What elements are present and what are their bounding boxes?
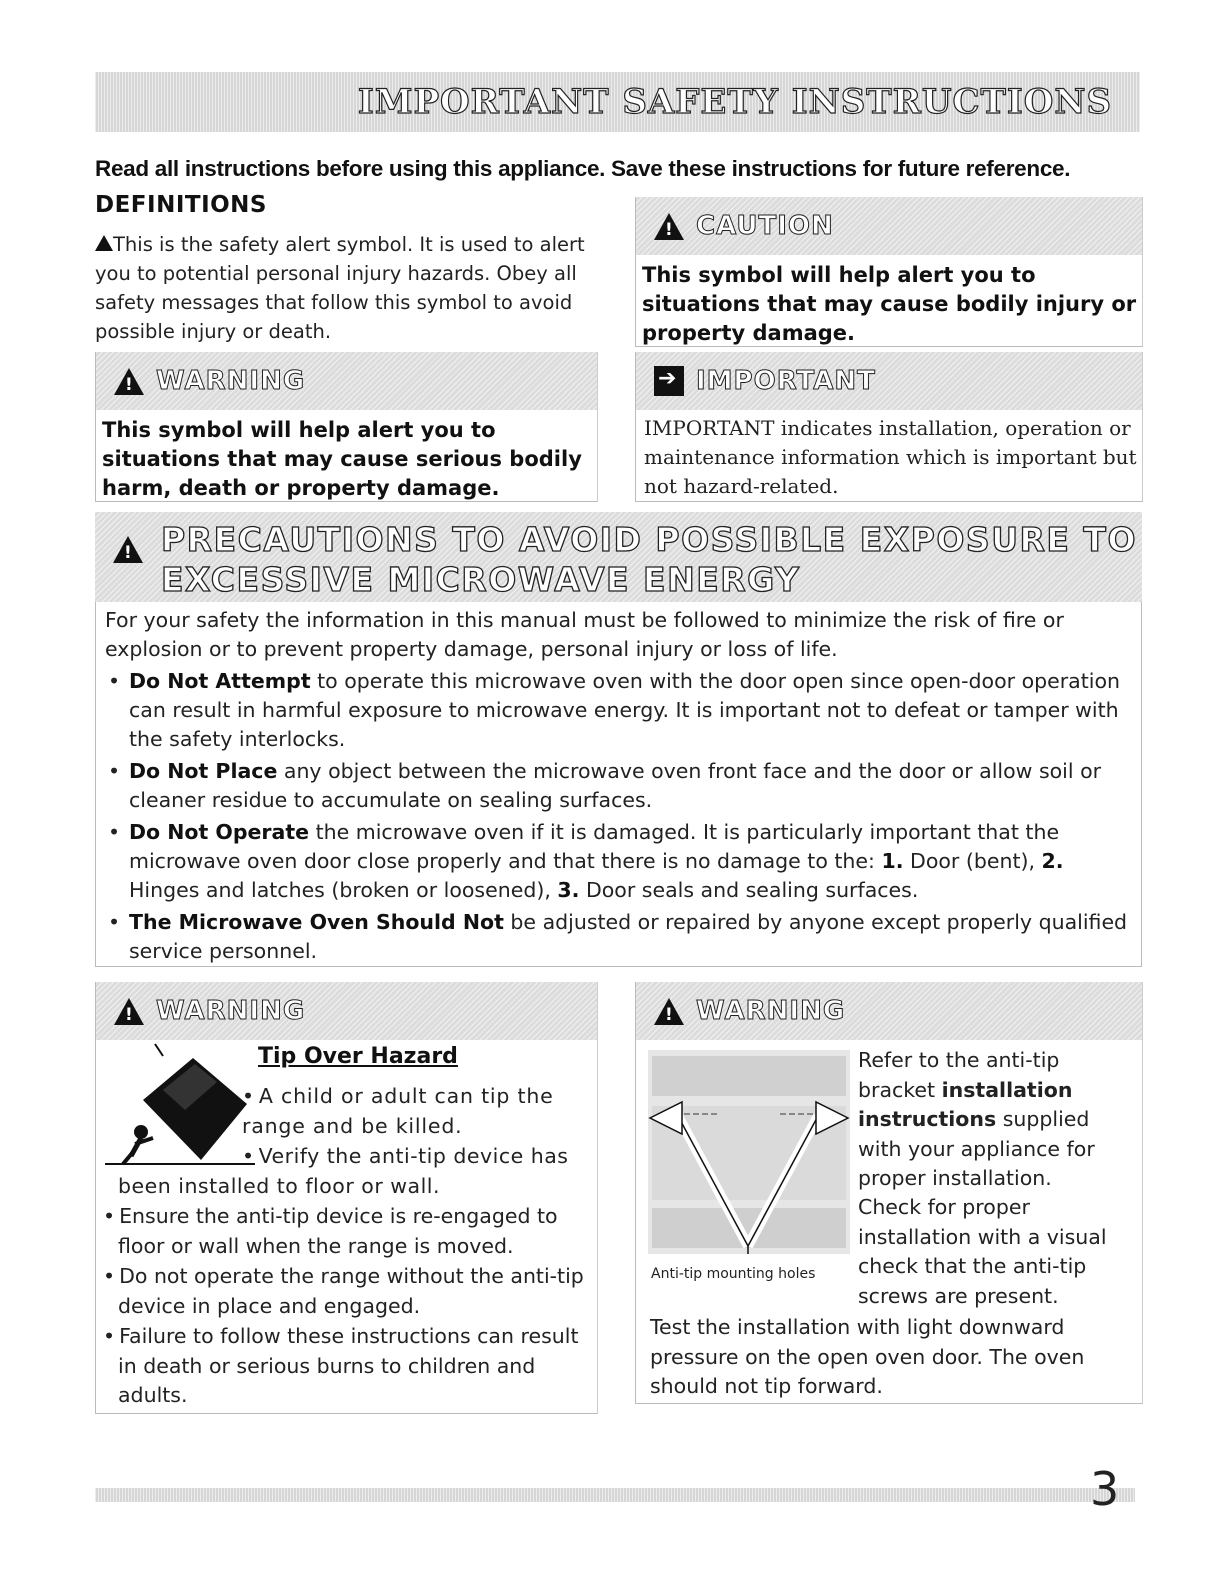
- caution-text: This symbol will help alert you to situations that may cause bodily injury or property damage.: [642, 263, 1137, 345]
- tip-over-bullet-5: • Failure to follow these instructions can result in death or serious burns to children and adults.: [103, 1324, 579, 1407]
- anti-tip-text-1: Refer to the anti-tip bracket installation instructions supplied with your appliance for proper installation.: [858, 1048, 1095, 1190]
- alert-triangle-icon: [654, 998, 684, 1025]
- precautions-heading-line1: PRECAUTIONS TO AVOID POSSIBLE EXPOSURE TO: [161, 520, 1137, 559]
- important-text: IMPORTANT indicates installation, operation or maintenance information which is important but not hazard-related.: [644, 416, 1137, 498]
- warning-definition-header: [96, 352, 597, 410]
- tip-over-bullet-1: • A child or adult can tip the range and be killed.: [242, 1084, 554, 1138]
- list-item: • The Microwave Oven Should Not be adjusted or repaired by anyone except properly qualified service personnel.: [105, 908, 1133, 966]
- anti-tip-warning-label: WARNING: [696, 996, 846, 1026]
- precautions-list: [105, 667, 1133, 966]
- title-banner: [95, 72, 1140, 132]
- warning-definition-text: This symbol will help alert you to situations that may cause serious bodily harm, death or property damage.: [102, 418, 582, 500]
- tip-over-warning-label: WARNING: [156, 996, 306, 1026]
- tip-over-warning-header: [96, 982, 597, 1040]
- important-label: IMPORTANT: [696, 366, 876, 396]
- precautions-banner: [95, 512, 1142, 602]
- list-item: • Do Not Operate the microwave oven if it is damaged. It is particularly important that the microwave oven door close properly and that there is no damage to the: 1. Door (bent), 2. Hinges and latches (broken or loosened), 3. Door seals and sealing surfaces.: [105, 818, 1133, 905]
- precautions-heading-line2: EXCESSIVE MICROWAVE ENERGY: [161, 560, 801, 599]
- warning-definition-label: WARNING: [156, 366, 306, 396]
- caution-box: [635, 197, 1143, 347]
- list-item: • Do Not Place any object between the microwave oven front face and the door or allow soil or cleaner residue to accumulate on sealing surfaces.: [105, 757, 1133, 815]
- warning-definition-box: [95, 352, 598, 502]
- important-box: [635, 352, 1143, 502]
- list-item: • Do Not Attempt to operate this microwave oven with the door open since open-door operation can result in harmful exposure to microwave energy. It is important not to defeat or tamper with the safety interlocks.: [105, 667, 1133, 754]
- definitions-body: This is the safety alert symbol. It is used to alert you to potential personal injury hazards. Obey all safety messages that follow this symbol to avoid possible injury or death.: [95, 233, 585, 343]
- anti-tip-text-2: Check for proper installation with a visual check that the anti-tip screws are present.: [858, 1195, 1107, 1308]
- page-number: 3: [1090, 1462, 1120, 1516]
- page-title: IMPORTANT SAFETY INSTRUCTIONS: [357, 82, 1112, 122]
- arrow-right-icon: [654, 366, 684, 396]
- precautions-body: [95, 602, 1142, 967]
- alert-triangle-icon: [114, 368, 144, 395]
- tip-over-bullet-4: • Do not operate the range without the anti-tip device in place and engaged.: [103, 1264, 584, 1318]
- anti-tip-diagram: [648, 1050, 850, 1254]
- tip-over-bullet-3: • Ensure the anti-tip device is re-engaged to floor or wall when the range is moved.: [103, 1204, 558, 1258]
- alert-triangle-icon: [113, 536, 143, 563]
- tip-over-bullet-2: • Verify the anti-tip device has been installed to floor or wall.: [118, 1144, 569, 1198]
- intro-text: Read all instructions before using this appliance. Save these instructions for future reference.: [95, 156, 1071, 181]
- alert-triangle-icon: [114, 998, 144, 1025]
- caution-label: CAUTION: [696, 211, 834, 241]
- definitions-heading: DEFINITIONS: [95, 192, 267, 218]
- tip-over-subhead: Tip Over Hazard: [258, 1044, 458, 1069]
- anti-tip-warning-header: [636, 982, 1142, 1040]
- caution-header: [636, 197, 1142, 255]
- important-header: [636, 352, 1142, 410]
- anti-tip-caption: Anti-tip mounting holes: [651, 1266, 816, 1282]
- alert-triangle-icon: [654, 213, 684, 240]
- footer-bar: [95, 1488, 1135, 1502]
- definitions-text: [95, 230, 615, 346]
- precautions-intro: For your safety the information in this manual must be followed to minimize the risk of fire or explosion or to prevent property damage, personal injury or loss of life.: [105, 608, 1064, 661]
- anti-tip-text-3: Test the installation with light downward pressure on the open oven door. The oven should not tip forward.: [650, 1315, 1085, 1398]
- alert-triangle-icon: [95, 235, 113, 251]
